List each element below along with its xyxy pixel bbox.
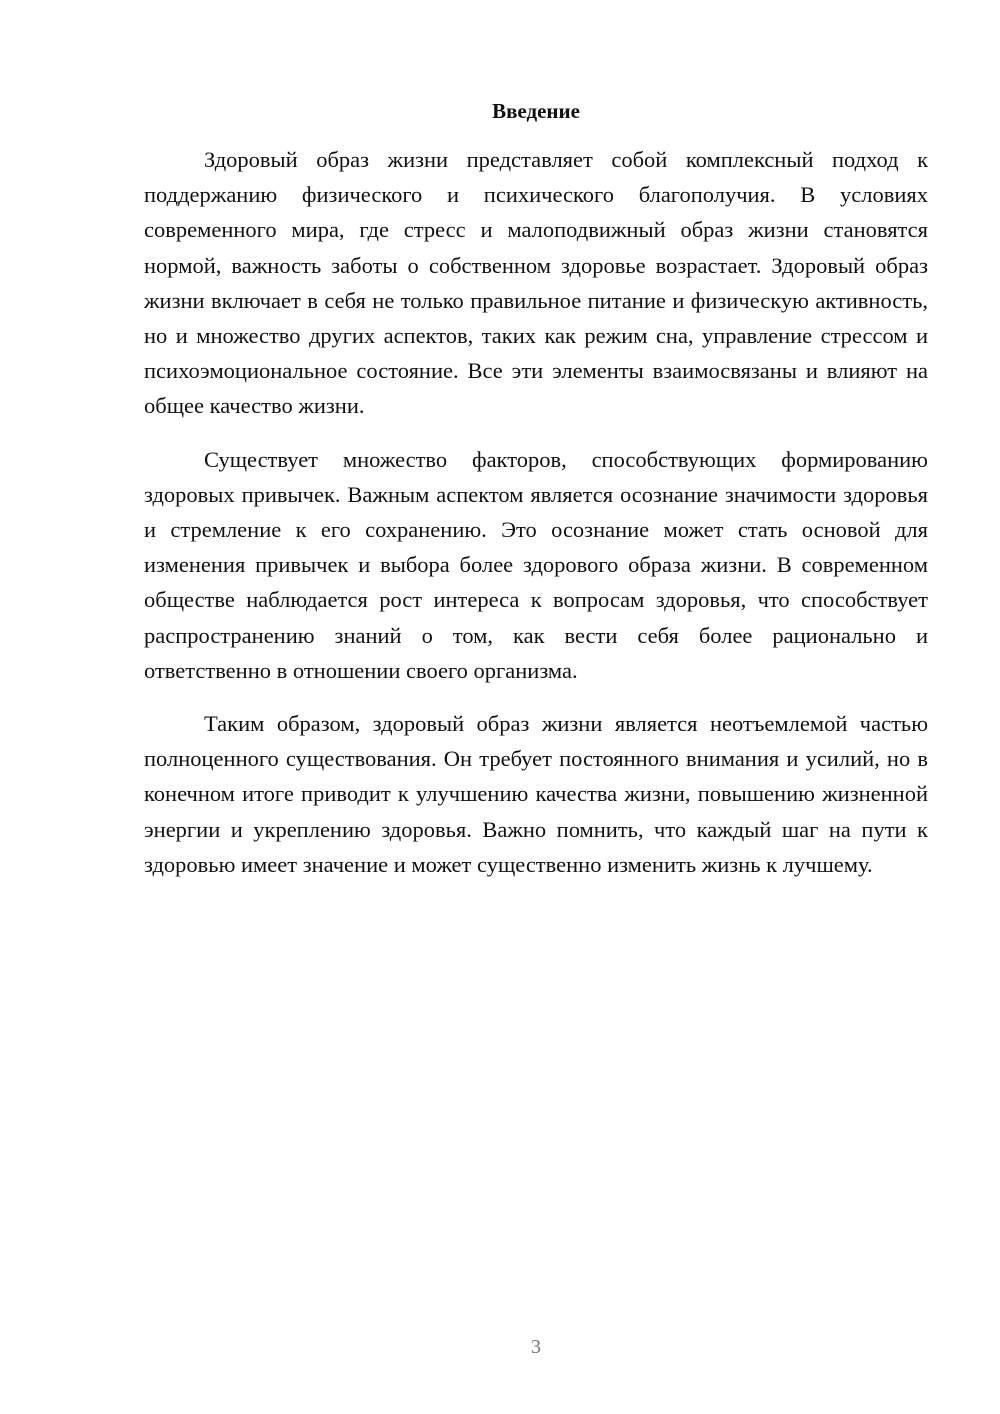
body-text (144, 142, 928, 900)
paragraph-3: Таким образом, здоровый образ жизни является неотъемлемой частью полноценного существования. Он требует постоянного внимания и усилий, но в конечном итоге приводит к улучшению качества жизни, повышению жизненной энергии и укреплению здоровья. Важно помнить, что каждый шаг на пути к здоровью имеет значение и может существенно изменить жизнь к лучшему. (144, 711, 928, 877)
paragraph-1: Здоровый образ жизни представляет собой комплексный подход к поддержанию физического и психического благополучия. В условиях современного мира, где стресс и малоподвижный образ жизни становятся нормой, важность заботы о собственном здоровье возрастает. Здоровый образ жизни включает в себя не только правильное питание и физическую активность, но и множество других аспектов, таких как режим сна, управление стрессом и психоэмоциональное состояние. Все эти элементы взаимосвязаны и влияют на общее качество жизни. (144, 147, 928, 419)
page-number: 3 (531, 1336, 541, 1358)
paragraph-2: Существует множество факторов, способствующих формированию здоровых привычек. Важным аспектом является осознание значимости здоровья и стремление к его сохранению. Это осознание может стать основой для изменения привычек и выбора более здорового образа жизни. В современном обществе наблюдается рост интереса к вопросам здоровья, что способствует распространению знаний о том, как вести себя более рационально и ответственно в отношении своего организма. (144, 446, 928, 683)
section-title: Введение (492, 99, 580, 123)
